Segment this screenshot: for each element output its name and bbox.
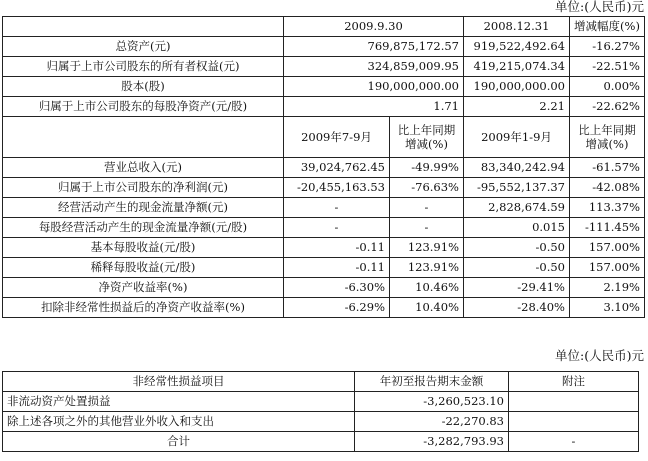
table-row <box>3 298 645 318</box>
row-label: 总资产(元) <box>3 37 284 57</box>
value-ytd-change: 3.10% <box>570 298 645 318</box>
value-prior: 2.21 <box>464 97 570 117</box>
value-q3-change: 10.46% <box>390 278 464 298</box>
table-row <box>3 178 645 198</box>
row-label: 营业总收入(元) <box>3 158 284 178</box>
table-row <box>3 37 645 57</box>
item-label: 合计 <box>3 432 355 452</box>
value-prior: 419,215,074.34 <box>464 57 570 77</box>
unit-label-bottom: 单位:(人民币)元 <box>555 348 644 363</box>
header-ytd-change <box>570 117 645 158</box>
row-label: 净资产收益率(%) <box>3 278 284 298</box>
value-q3-change: - <box>390 198 464 218</box>
header-q3: 2009年7-9月 <box>284 117 390 158</box>
table-row <box>3 432 639 452</box>
income-header-section <box>3 117 645 158</box>
financial-data-table <box>2 16 645 318</box>
row-label: 股本(股) <box>3 77 284 97</box>
item-amount: -3,282,793.93 <box>355 432 509 452</box>
value-q3: -0.11 <box>284 258 390 278</box>
header-change: 增减幅度(%) <box>570 17 645 37</box>
table-row <box>3 258 645 278</box>
item-label: 非流动资产处置损益 <box>3 392 355 412</box>
table-row <box>3 238 645 258</box>
header-ytd-change-line1: 比上年同期 <box>578 123 636 137</box>
table-row <box>3 412 639 432</box>
header-q3-change-line1: 比上年同期 <box>397 123 456 137</box>
header-amount: 年初至报告期末金额 <box>355 372 509 392</box>
row-label: 归属于上市公司股东的净利润(元) <box>3 178 284 198</box>
value-ytd-change: 157.00% <box>570 238 645 258</box>
value-q3-change: - <box>390 218 464 238</box>
value-q3-change: 123.91% <box>390 238 464 258</box>
income-header-row <box>3 117 645 158</box>
value-change: -22.62% <box>570 97 645 117</box>
header-blank-2 <box>3 117 284 158</box>
row-label: 扣除非经常性损益后的净资产收益率(%) <box>3 298 284 318</box>
value-ytd-change: -61.57% <box>570 158 645 178</box>
item-amount: -3,260,523.10 <box>355 392 509 412</box>
item-amount: -22,270.83 <box>355 412 509 432</box>
value-ytd-change: 2.19% <box>570 278 645 298</box>
value-ytd: 0.015 <box>464 218 570 238</box>
header-q3-change <box>390 117 464 158</box>
header-item: 非经常性损益项目 <box>3 372 355 392</box>
nonrecurring-section <box>3 372 639 452</box>
row-label: 基本每股收益(元/股) <box>3 238 284 258</box>
item-notes: - <box>509 432 639 452</box>
balance-section <box>3 17 645 117</box>
row-label: 稀释每股收益(元/股) <box>3 258 284 278</box>
value-ytd: -0.50 <box>464 258 570 278</box>
value-change: 0.00% <box>570 77 645 97</box>
row-label: 经营活动产生的现金流量净额(元) <box>3 198 284 218</box>
value-ytd: 83,340,242.94 <box>464 158 570 178</box>
value-prior: 919,522,492.64 <box>464 37 570 57</box>
value-ytd-change: -42.08% <box>570 178 645 198</box>
value-q3: -20,455,163.53 <box>284 178 390 198</box>
value-q3: -6.29% <box>284 298 390 318</box>
nonrecurring-header-row <box>3 372 639 392</box>
item-notes <box>509 392 639 412</box>
header-ytd-change-line2: 增减(%) <box>585 137 629 151</box>
value-q3: 39,024,762.45 <box>284 158 390 178</box>
value-ytd: -95,552,137.37 <box>464 178 570 198</box>
table-header-row <box>3 17 645 37</box>
value-ytd: 2,828,674.59 <box>464 198 570 218</box>
value-q3-change: 123.91% <box>390 258 464 278</box>
value-ytd-change: 113.37% <box>570 198 645 218</box>
table-row <box>3 77 645 97</box>
unit-label-top: 单位:(人民币)元 <box>555 0 644 14</box>
value-ytd: -28.40% <box>464 298 570 318</box>
item-label: 除上述各项之外的其他营业外收入和支出 <box>3 412 355 432</box>
value-change: -16.27% <box>570 37 645 57</box>
value-q3-change: -76.63% <box>390 178 464 198</box>
value-ytd-change: -111.45% <box>570 218 645 238</box>
table-row <box>3 97 645 117</box>
table-row <box>3 57 645 77</box>
table-row <box>3 198 645 218</box>
row-label: 归属于上市公司股东的所有者权益(元) <box>3 57 284 77</box>
value-q3-change: -49.99% <box>390 158 464 178</box>
value-q3: -6.30% <box>284 278 390 298</box>
value-current: 769,875,172.57 <box>284 37 464 57</box>
value-ytd: -29.41% <box>464 278 570 298</box>
value-change: -22.51% <box>570 57 645 77</box>
value-current: 190,000,000.00 <box>284 77 464 97</box>
row-label: 归属于上市公司股东的每股净资产(元/股) <box>3 97 284 117</box>
table-row <box>3 158 645 178</box>
header-q3-change-line2: 增减(%) <box>405 137 448 151</box>
value-q3: - <box>284 198 390 218</box>
header-ytd: 2009年1-9月 <box>464 117 570 158</box>
header-notes: 附注 <box>509 372 639 392</box>
value-current: 1.71 <box>284 97 464 117</box>
value-q3-change: 10.40% <box>390 298 464 318</box>
value-q3: - <box>284 218 390 238</box>
row-label: 每股经营活动产生的现金流量净额(元/股) <box>3 218 284 238</box>
header-blank <box>3 17 284 37</box>
table-row <box>3 278 645 298</box>
income-section <box>3 158 645 318</box>
table-row <box>3 218 645 238</box>
value-q3: -0.11 <box>284 238 390 258</box>
nonrecurring-items-table <box>2 371 639 452</box>
header-period-prior: 2008.12.31 <box>464 17 570 37</box>
value-current: 324,859,009.95 <box>284 57 464 77</box>
header-period-current: 2009.9.30 <box>284 17 464 37</box>
value-ytd-change: 157.00% <box>570 258 645 278</box>
table-row <box>3 392 639 412</box>
value-ytd: -0.50 <box>464 238 570 258</box>
item-notes <box>509 412 639 432</box>
value-prior: 190,000,000.00 <box>464 77 570 97</box>
